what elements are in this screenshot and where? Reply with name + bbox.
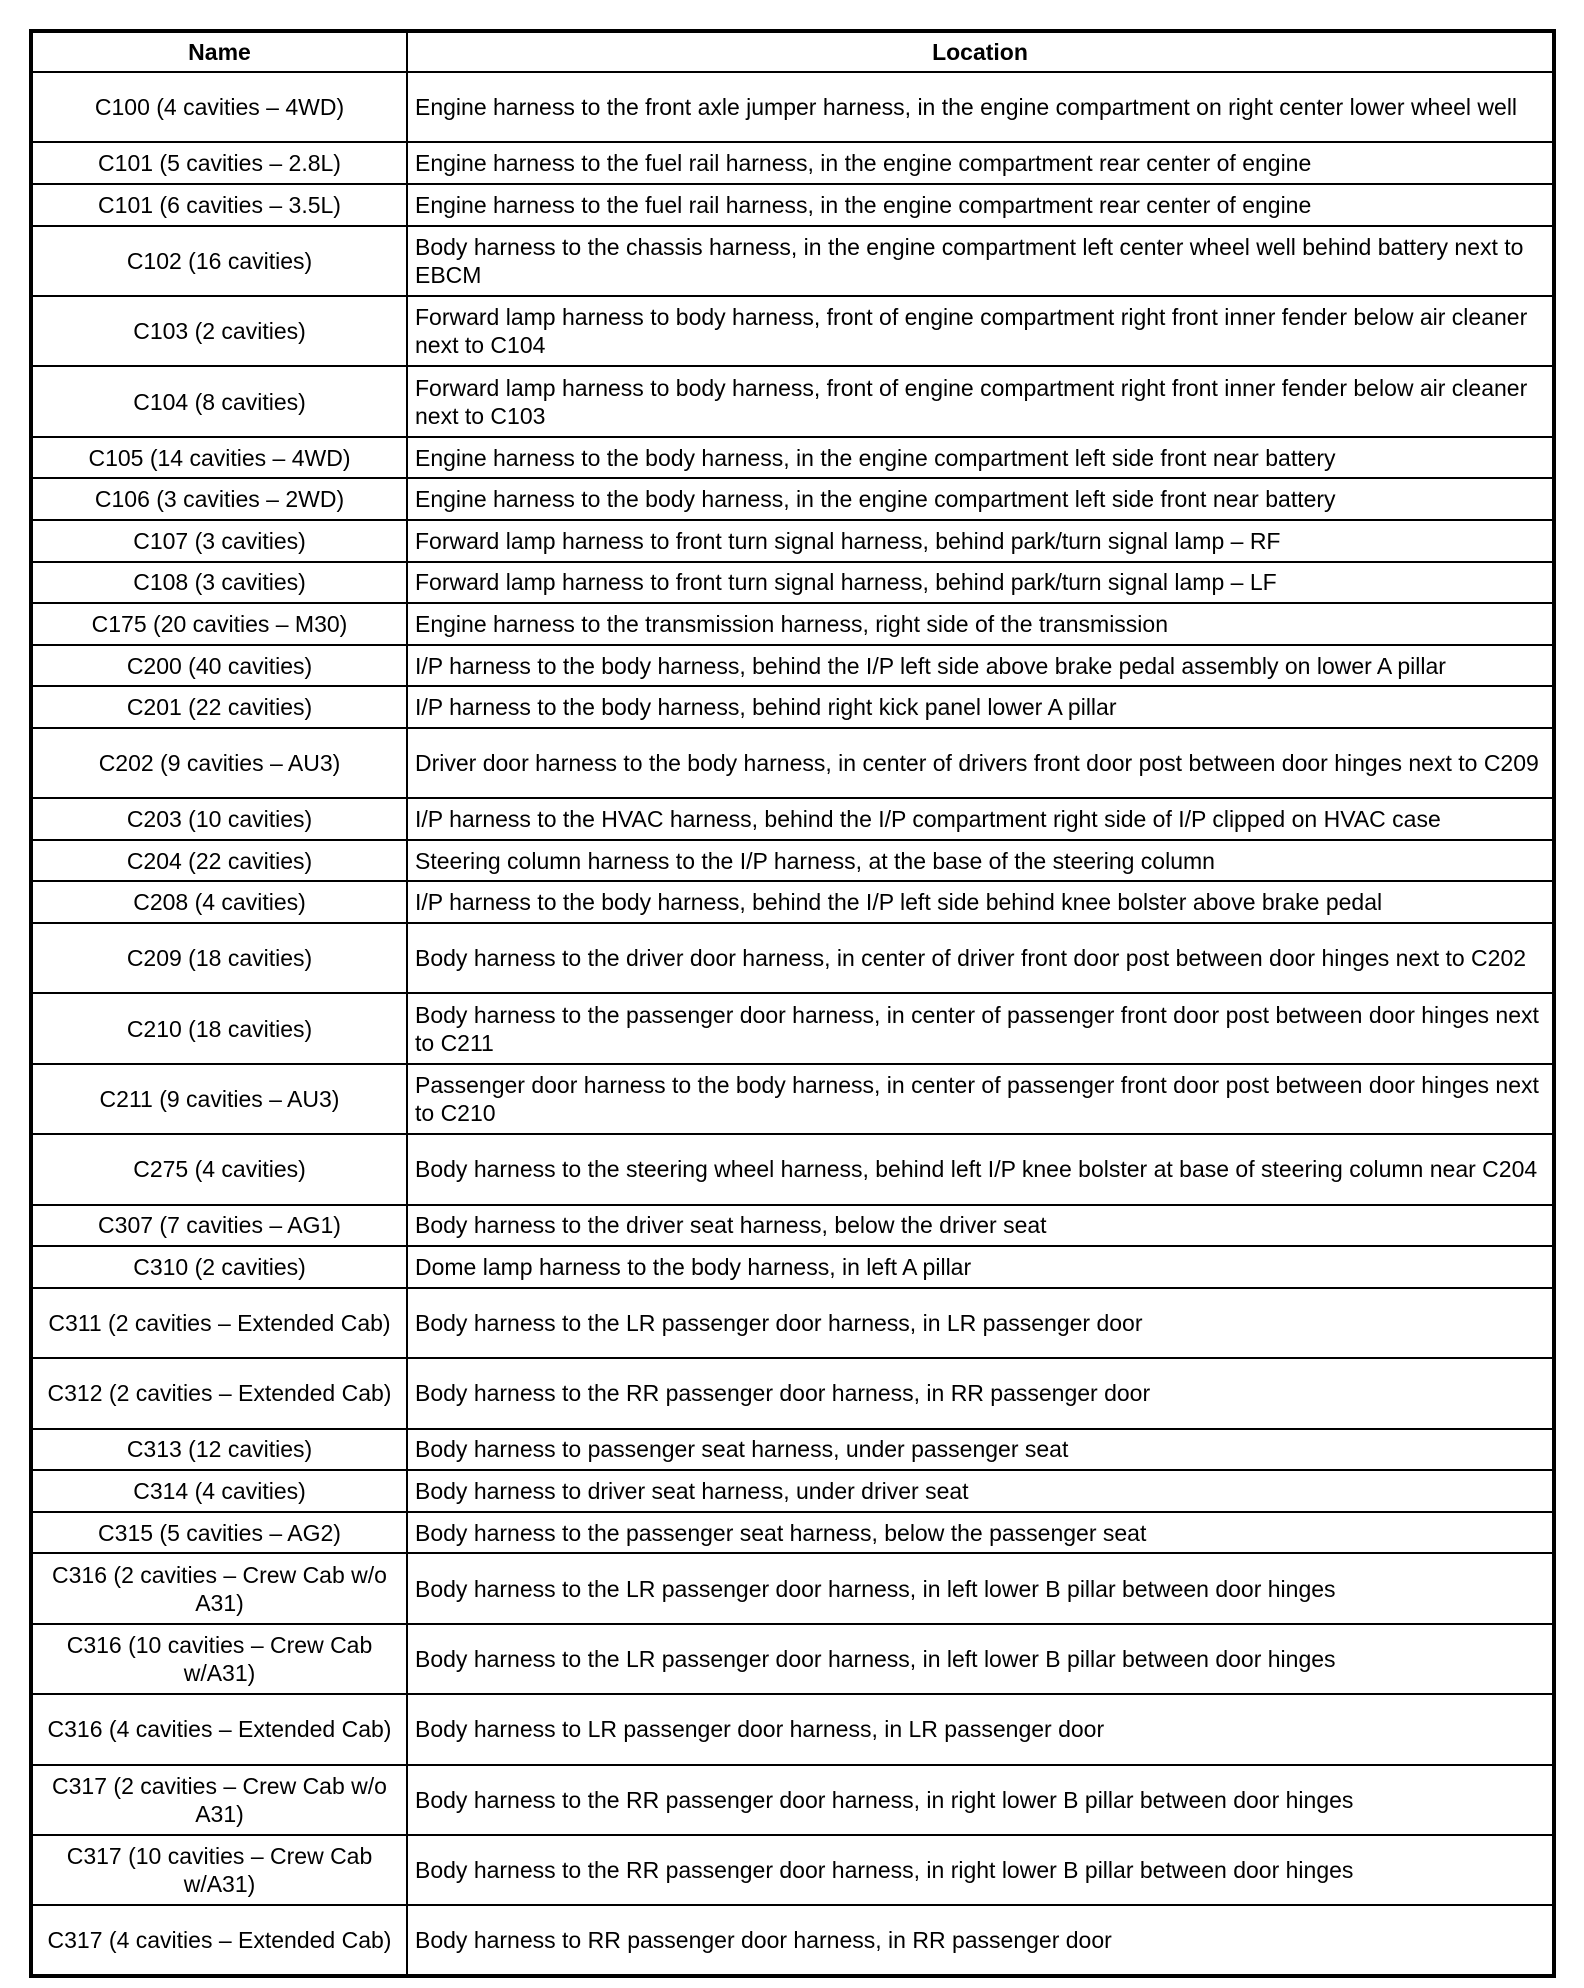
connector-name-cell: C317 (2 cavities – Crew Cab w/o A31) [31, 1765, 407, 1835]
connector-name-cell: C209 (18 cavities) [31, 923, 407, 993]
connector-location-cell: Forward lamp harness to body harness, front of engine compartment right front inner fender below air cleaner next to C103 [407, 366, 1554, 436]
table-row [31, 562, 1554, 604]
connector-name-cell: C317 (4 cavities – Extended Cab) [31, 1905, 407, 1975]
column-header-name: Name [31, 31, 407, 72]
table-row [31, 603, 1554, 645]
table-row [31, 1835, 1554, 1905]
connector-location-cell: Body harness to the RR passenger door harness, in right lower B pillar between door hinges [407, 1765, 1554, 1835]
connector-name-cell: C100 (4 cavities – 4WD) [31, 72, 407, 142]
table-row [31, 1694, 1554, 1764]
table-row [31, 881, 1554, 923]
connector-name-cell: C311 (2 cavities – Extended Cab) [31, 1288, 407, 1358]
table-row [31, 366, 1554, 436]
connector-location-cell: Body harness to the LR passenger door harness, in left lower B pillar between door hinges [407, 1624, 1554, 1694]
connector-location-cell: Body harness to the steering wheel harness, behind left I/P knee bolster at base of steering column near C204 [407, 1134, 1554, 1204]
connector-location-cell: Passenger door harness to the body harness, in center of passenger front door post between door hinges next to C210 [407, 1064, 1554, 1134]
table-row [31, 437, 1554, 479]
connector-location-cell: Body harness to passenger seat harness, under passenger seat [407, 1429, 1554, 1471]
connector-name-cell: C316 (10 cavities – Crew Cab w/A31) [31, 1624, 407, 1694]
table-row [31, 1064, 1554, 1134]
connector-name-cell: C105 (14 cavities – 4WD) [31, 437, 407, 479]
connector-location-cell: Body harness to LR passenger door harness, in LR passenger door [407, 1694, 1554, 1764]
column-header-location: Location [407, 31, 1554, 72]
connector-location-cell: Body harness to the driver seat harness, below the driver seat [407, 1205, 1554, 1247]
connector-name-cell: C103 (2 cavities) [31, 296, 407, 366]
connector-name-cell: C316 (2 cavities – Crew Cab w/o A31) [31, 1553, 407, 1623]
connector-location-cell: Steering column harness to the I/P harness, at the base of the steering column [407, 840, 1554, 882]
connector-location-cell: Engine harness to the front axle jumper harness, in the engine compartment on right center lower wheel well [407, 72, 1554, 142]
connector-location-cell: Body harness to the LR passenger door harness, in LR passenger door [407, 1288, 1554, 1358]
table-row [31, 1288, 1554, 1358]
connector-location-cell: Body harness to the RR passenger door harness, in right lower B pillar between door hinges [407, 1835, 1554, 1905]
table-row [31, 1470, 1554, 1512]
connector-name-cell: C312 (2 cavities – Extended Cab) [31, 1358, 407, 1428]
table-row [31, 142, 1554, 184]
connector-location-cell: Body harness to the driver door harness, in center of driver front door post between door hinges next to C202 [407, 923, 1554, 993]
connector-location-cell: I/P harness to the body harness, behind right kick panel lower A pillar [407, 686, 1554, 728]
connector-location-cell: Forward lamp harness to body harness, front of engine compartment right front inner fender below air cleaner next to C104 [407, 296, 1554, 366]
table-row [31, 1553, 1554, 1623]
connector-name-cell: C315 (5 cavities – AG2) [31, 1512, 407, 1554]
connector-location-cell: Body harness to the RR passenger door harness, in RR passenger door [407, 1358, 1554, 1428]
connector-name-cell: C211 (9 cavities – AU3) [31, 1064, 407, 1134]
connector-name-cell: C204 (22 cavities) [31, 840, 407, 882]
connector-name-cell: C317 (10 cavities – Crew Cab w/A31) [31, 1835, 407, 1905]
connector-name-cell: C316 (4 cavities – Extended Cab) [31, 1694, 407, 1764]
connector-name-cell: C310 (2 cavities) [31, 1246, 407, 1288]
connector-name-cell: C275 (4 cavities) [31, 1134, 407, 1204]
table-row [31, 1134, 1554, 1204]
table-row [31, 1205, 1554, 1247]
connector-location-cell: I/P harness to the HVAC harness, behind the I/P compartment right side of I/P clipped on HVAC case [407, 798, 1554, 840]
table-row [31, 478, 1554, 520]
table-row [31, 184, 1554, 226]
connector-name-cell: C203 (10 cavities) [31, 798, 407, 840]
connector-location-cell: Engine harness to the fuel rail harness, in the engine compartment rear center of engine [407, 142, 1554, 184]
table-row [31, 1246, 1554, 1288]
connector-location-cell: I/P harness to the body harness, behind the I/P left side behind knee bolster above brake pedal [407, 881, 1554, 923]
table-row [31, 645, 1554, 687]
table-row [31, 728, 1554, 798]
connector-location-cell: Body harness to RR passenger door harness, in RR passenger door [407, 1905, 1554, 1975]
table-row [31, 1512, 1554, 1554]
connector-name-cell: C108 (3 cavities) [31, 562, 407, 604]
table-row [31, 993, 1554, 1063]
table-row [31, 840, 1554, 882]
table-body [31, 72, 1554, 1976]
connector-name-cell: C175 (20 cavities – M30) [31, 603, 407, 645]
connector-location-cell: Body harness to driver seat harness, under driver seat [407, 1470, 1554, 1512]
connector-location-cell: Driver door harness to the body harness, in center of drivers front door post between door hinges next to C209 [407, 728, 1554, 798]
table-row [31, 296, 1554, 366]
connector-name-cell: C106 (3 cavities – 2WD) [31, 478, 407, 520]
table-row [31, 798, 1554, 840]
connector-location-cell: Forward lamp harness to front turn signal harness, behind park/turn signal lamp – RF [407, 520, 1554, 562]
connector-name-cell: C307 (7 cavities – AG1) [31, 1205, 407, 1247]
connector-location-cell: Engine harness to the transmission harness, right side of the transmission [407, 603, 1554, 645]
connector-name-cell: C202 (9 cavities – AU3) [31, 728, 407, 798]
connector-name-cell: C313 (12 cavities) [31, 1429, 407, 1471]
connector-name-cell: C101 (6 cavities – 3.5L) [31, 184, 407, 226]
connector-name-cell: C210 (18 cavities) [31, 993, 407, 1063]
table-row [31, 226, 1554, 296]
connector-location-cell: Dome lamp harness to the body harness, in left A pillar [407, 1246, 1554, 1288]
connector-name-cell: C102 (16 cavities) [31, 226, 407, 296]
connector-location-table [29, 29, 1556, 1978]
table-row [31, 1905, 1554, 1975]
table-row [31, 1358, 1554, 1428]
table-row [31, 72, 1554, 142]
connector-location-cell: Body harness to the LR passenger door harness, in left lower B pillar between door hinges [407, 1553, 1554, 1623]
table-row [31, 923, 1554, 993]
table-row [31, 1624, 1554, 1694]
connector-name-cell: C201 (22 cavities) [31, 686, 407, 728]
connector-name-cell: C208 (4 cavities) [31, 881, 407, 923]
connector-location-cell: Body harness to the passenger seat harness, below the passenger seat [407, 1512, 1554, 1554]
connector-location-cell: Forward lamp harness to front turn signal harness, behind park/turn signal lamp – LF [407, 562, 1554, 604]
connector-location-cell: Body harness to the chassis harness, in the engine compartment left center wheel well behind battery next to EBCM [407, 226, 1554, 296]
connector-name-cell: C101 (5 cavities – 2.8L) [31, 142, 407, 184]
table-row [31, 1429, 1554, 1471]
connector-name-cell: C107 (3 cavities) [31, 520, 407, 562]
connector-name-cell: C314 (4 cavities) [31, 1470, 407, 1512]
table-row [31, 686, 1554, 728]
connector-location-cell: Engine harness to the body harness, in the engine compartment left side front near battery [407, 478, 1554, 520]
table-row [31, 1765, 1554, 1835]
connector-name-cell: C104 (8 cavities) [31, 366, 407, 436]
connector-name-cell: C200 (40 cavities) [31, 645, 407, 687]
table-header-row [31, 31, 1554, 72]
table-row [31, 520, 1554, 562]
connector-location-cell: Engine harness to the fuel rail harness, in the engine compartment rear center of engine [407, 184, 1554, 226]
connector-location-cell: I/P harness to the body harness, behind the I/P left side above brake pedal assembly on lower A pillar [407, 645, 1554, 687]
connector-location-cell: Body harness to the passenger door harness, in center of passenger front door post between door hinges next to C211 [407, 993, 1554, 1063]
connector-location-cell: Engine harness to the body harness, in the engine compartment left side front near battery [407, 437, 1554, 479]
